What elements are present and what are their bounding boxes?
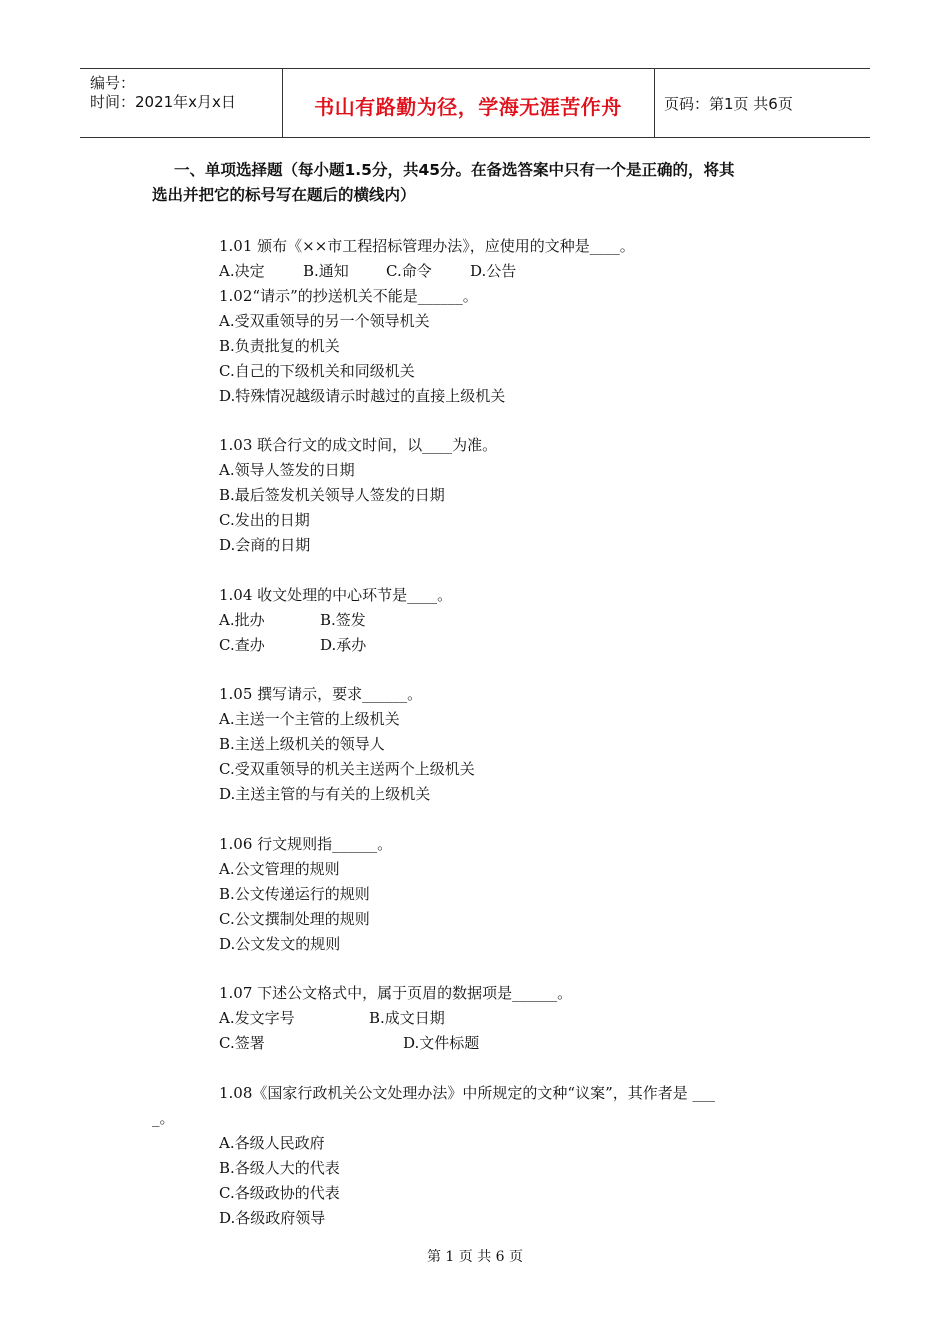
- header-left-cell: [80, 69, 283, 137]
- option: A.公文管理的规则: [219, 860, 340, 878]
- option-row: [219, 635, 367, 655]
- option: A.各级人民政府: [219, 1134, 325, 1152]
- option: B.主送上级机关的领导人: [219, 735, 385, 753]
- question-stem-continuation: _。: [152, 1109, 175, 1127]
- option: B.成文日期: [369, 1009, 445, 1027]
- option: C.命令: [386, 262, 432, 280]
- option: D.主送主管的与有关的上级机关: [219, 785, 431, 803]
- option: B.负责批复的机关: [219, 337, 340, 355]
- header-right-cell: [655, 69, 870, 137]
- section-heading: [152, 158, 812, 208]
- serial-number-label: 编号：: [90, 74, 136, 92]
- option: D.文件标题: [403, 1034, 480, 1052]
- option: B.最后签发机关领导人签发的日期: [219, 486, 445, 504]
- date-label: 时间：2021年x月x日: [90, 93, 236, 111]
- option: C.查办: [219, 636, 265, 654]
- option: D.公文发文的规则: [219, 935, 341, 953]
- option-row: [219, 1008, 445, 1028]
- option-row: [219, 261, 517, 281]
- question-stem: 1.01 颁布《××市工程招标管理办法》，应使用的文种是____。: [219, 237, 635, 255]
- question-stem: 1.08《国家行政机关公文处理办法》中所规定的文种“议案”，其作者是 ___: [219, 1084, 716, 1102]
- header-page-info: 页码：第1页 共6页: [664, 95, 793, 113]
- option-row: [219, 1033, 480, 1053]
- question-stem: 1.04 收文处理的中心环节是____。: [219, 586, 453, 604]
- question-stem: 1.02“请示”的抄送机关不能是______。: [219, 287, 478, 305]
- option: D.承办: [320, 636, 367, 654]
- question-stem: 1.05 撰写请示，要求______。: [219, 685, 423, 703]
- option-row: [219, 610, 366, 630]
- option: B.公文传递运行的规则: [219, 885, 370, 903]
- option: A.主送一个主管的上级机关: [219, 710, 400, 728]
- section-heading-line-1: 一、单项选择题（每小题1.5分，共45分。在备选答案中只有一个是正确的，将其: [174, 161, 735, 179]
- question-stem: 1.07 下述公文格式中，属于页眉的数据项是______。: [219, 984, 573, 1002]
- option: C.自己的下级机关和同级机关: [219, 362, 415, 380]
- section-heading-line-2: 选出并把它的标号写在题后的横线内）: [152, 186, 416, 204]
- option: B.各级人大的代表: [219, 1159, 340, 1177]
- option: A.发文字号: [219, 1009, 295, 1027]
- header-center-cell: [282, 69, 655, 137]
- option: D.各级政府领导: [219, 1209, 326, 1227]
- option: D.公告: [470, 262, 517, 280]
- option: D.会商的日期: [219, 536, 311, 554]
- option: A.领导人签发的日期: [219, 461, 355, 479]
- option: C.签署: [219, 1034, 265, 1052]
- question-stem: 1.06 行文规则指______。: [219, 835, 393, 853]
- option: C.各级政协的代表: [219, 1184, 340, 1202]
- document-header: [80, 68, 870, 138]
- option: B.签发: [320, 611, 366, 629]
- motto-text: 书山有路勤为径，学海无涯苦作舟: [314, 95, 622, 119]
- page-footer: 第 1 页 共 6 页: [426, 1249, 524, 1265]
- question-stem: 1.03 联合行文的成文时间，以____为准。: [219, 436, 498, 454]
- option: C.受双重领导的机关主送两个上级机关: [219, 760, 475, 778]
- option: C.发出的日期: [219, 511, 310, 529]
- option: B.通知: [303, 262, 349, 280]
- option: A.受双重领导的另一个领导机关: [219, 312, 430, 330]
- option: D.特殊情况越级请示时越过的直接上级机关: [219, 387, 506, 405]
- option: C.公文撰制处理的规则: [219, 910, 370, 928]
- option: A.决定: [219, 262, 265, 280]
- option: A.批办: [219, 611, 265, 629]
